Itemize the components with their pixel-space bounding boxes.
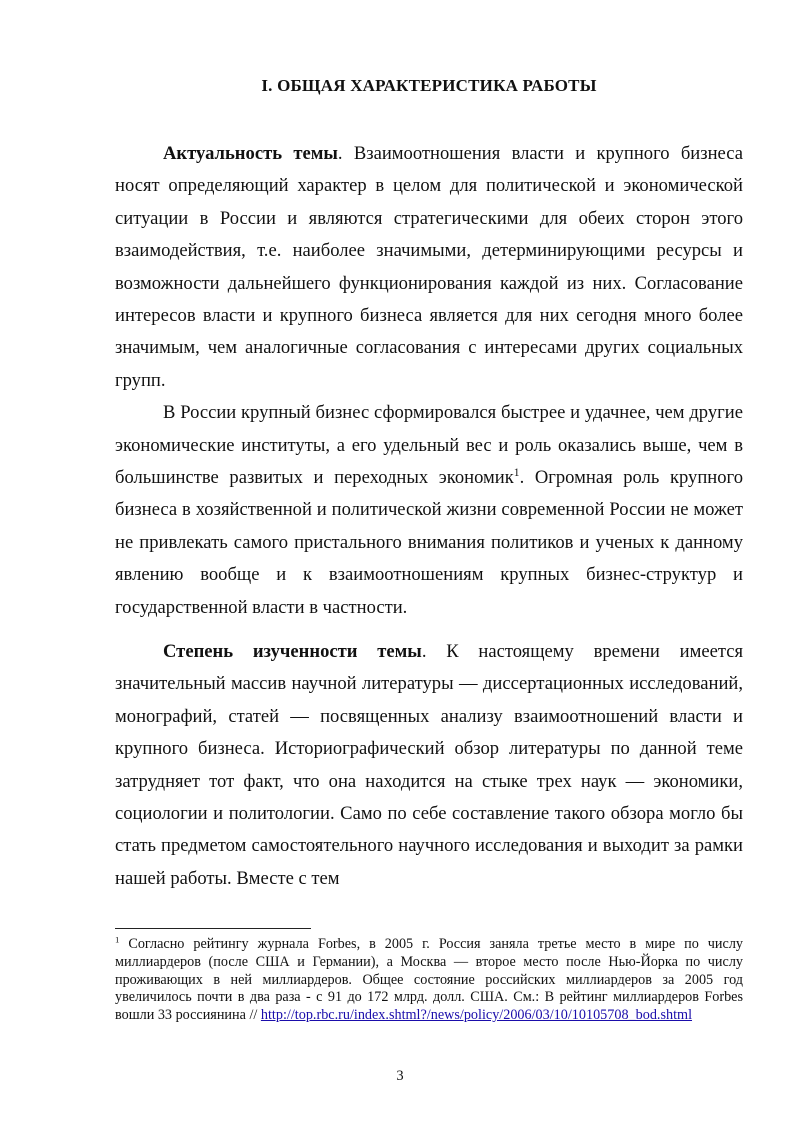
section-relevance [115, 138, 743, 624]
footnote-text: Согласно рейтингу журнала Forbes, в 2005 г. Россия заняла третье место в мире по числу миллиардеров (после США и Германии), а Москва — второе место после Нью-Йорка по числу проживающих в ней миллиардеров. Общее состояние российских миллиардеров за 2005 год увеличилось почти в два раза - с 91 до 172 млрд. долл. США. См.: В рейтинг миллиардеров Forbes вошли 33 россиянина // [115, 936, 743, 1024]
relevance-heading: Актуальность темы [163, 143, 338, 164]
relevance-paragraph-1-text: . Взаимоотношения власти и крупного бизнеса носят определяющий характер в целом для политической и экономической ситуации в России и являются стратегическими для обеих сторон этого взаимодействия, т.е. наиболее значимыми, детерминирующими ресурсы и возможности дальнейшего функционирования каждой из них. Согласование интересов власти и крупного бизнеса является для них сегодня много более значимым, чем аналогичные согласования с интересами других социальных групп. [115, 143, 743, 391]
page-title: I. ОБЩАЯ ХАРАКТЕРИСТИКА РАБОТЫ [261, 76, 597, 95]
relevance-paragraph-2-text-after: . Огромная роль крупного бизнеса в хозяйственной и политической жизни современной России не может не привлекать самого пристального внимания политиков и ученых к данному явлению вообще и к взаимоотношениям крупных бизнес-структур и государственной власти в частности. [115, 467, 743, 618]
page-number: 3 [396, 1068, 404, 1084]
study-degree-heading: Степень изученности темы [163, 641, 422, 662]
study-degree-paragraph-1-text: . К настоящему времени имеется значительный массив научной литературы — диссертационных исследований, монографий, статей — посвященных анализу взаимоотношений власти и крупного бизнеса. Историографический обзор литературы по данной теме затрудняет тот факт, что она находится на стыке трех наук — экономики, социологии и политологии. Само по себе составление такого обзора могло бы стать предметом самостоятельного научного исследования и выходит за рамки нашей работы. Вместе с тем [115, 641, 743, 889]
footnote-marker: 1 [115, 934, 120, 945]
relevance-paragraph-2-text-before: В России крупный бизнес сформировался быстрее и удачнее, чем другие экономические институты, а его удельный вес и роль оказались выше, чем в большинстве развитых и переходных экономик [115, 402, 743, 489]
section-study-degree [115, 636, 743, 895]
relevance-paragraph-1 [115, 138, 743, 397]
footnote [115, 936, 743, 1025]
study-degree-paragraph-1 [115, 636, 743, 895]
footnote-link[interactable]: http://top.rbc.ru/index.shtml?/news/policy/2006/03/10/10105708_bod.shtml [260, 1007, 693, 1024]
footnote-separator [115, 928, 311, 929]
relevance-paragraph-2 [115, 397, 743, 624]
footnote-reference[interactable]: 1 [513, 466, 520, 479]
